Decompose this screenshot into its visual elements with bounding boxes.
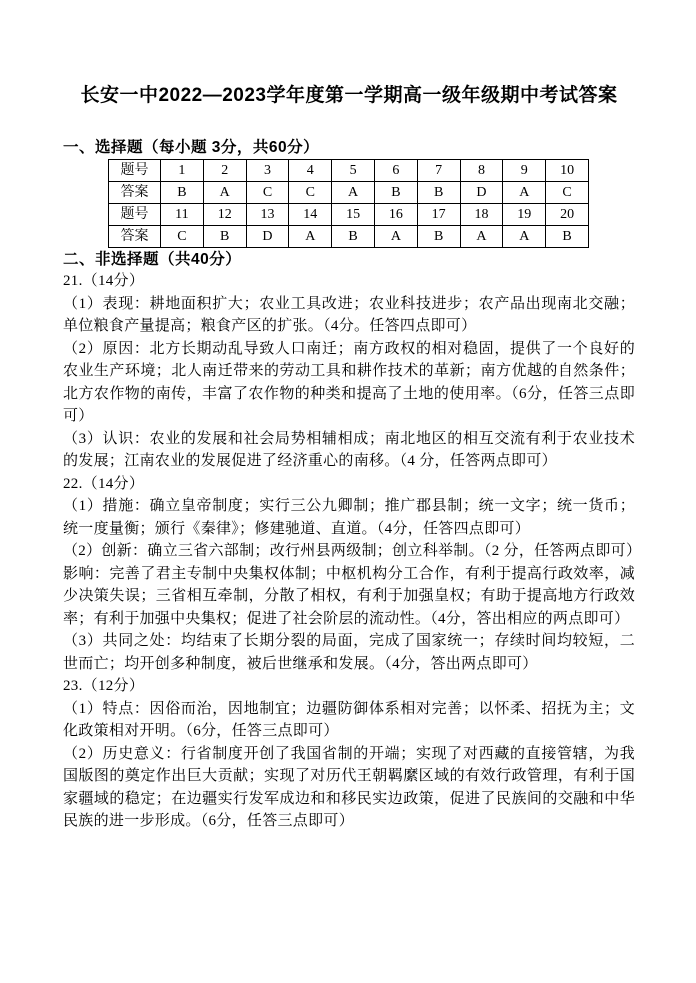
table-cell: 18 xyxy=(460,204,503,226)
row-header: 题号 xyxy=(109,160,161,182)
table-cell: C xyxy=(246,182,289,204)
table-cell: C xyxy=(161,226,204,248)
page-title: 长安一中2022—2023学年度第一学期高一级年级期中考试答案 xyxy=(80,85,618,106)
table-cell: 7 xyxy=(417,160,460,182)
row-header: 答案 xyxy=(109,226,161,248)
table-cell: B xyxy=(203,226,246,248)
table-cell: B xyxy=(161,182,204,204)
table-cell: A xyxy=(289,226,332,248)
essay-answers xyxy=(63,270,642,833)
table-cell: 3 xyxy=(246,160,289,182)
table-cell: 19 xyxy=(503,204,546,226)
table-cell: D xyxy=(246,226,289,248)
table-cell: A xyxy=(203,182,246,204)
answer-22-3: （3）共同之处：均结束了长期分裂的局面，完成了国家统一；存续时间均较短，二世而亡；均开创多种制度，被后世继承和发展。（4分，答出两点即可） xyxy=(63,633,635,672)
table-cell: B xyxy=(374,182,417,204)
answer-21-1: （1）表现：耕地面积扩大；农业工具改进；农业科技进步；农产品出现南北交融；单位粮食产量提高；粮食产区的扩张。（4分。任答四点即可） xyxy=(63,295,635,334)
table-cell: 10 xyxy=(546,160,589,182)
table-cell: B xyxy=(546,226,589,248)
table-cell: D xyxy=(460,182,503,204)
table-row-question-numbers-1 xyxy=(109,160,589,182)
row-header: 题号 xyxy=(109,204,161,226)
question-23-header: 23.（12分） xyxy=(63,678,145,694)
table-cell: A xyxy=(503,182,546,204)
table-cell: 5 xyxy=(332,160,375,182)
table-cell: 20 xyxy=(546,204,589,226)
answer-table xyxy=(108,159,589,248)
table-cell: 9 xyxy=(503,160,546,182)
row-header: 答案 xyxy=(109,182,161,204)
question-21-header: 21.（14分） xyxy=(63,273,145,289)
table-cell: 16 xyxy=(374,204,417,226)
table-cell: 14 xyxy=(289,204,332,226)
table-row-question-numbers-2 xyxy=(109,204,589,226)
table-cell: 13 xyxy=(246,204,289,226)
table-cell: 1 xyxy=(161,160,204,182)
table-cell: A xyxy=(332,182,375,204)
section1-heading: 一、选择题（每小题 3分，共60分） xyxy=(63,139,320,156)
answer-21-3: （3）认识：农业的发展和社会局势相辅相成；南北地区的相互交流有利于农业技术的发展；江南农业的发展促进了经济重心的南移。（4 分，任答两点即可） xyxy=(63,430,635,469)
table-cell: 11 xyxy=(161,204,204,226)
table-cell: 2 xyxy=(203,160,246,182)
table-cell: 12 xyxy=(203,204,246,226)
section2-heading: 二、非选择题（共40分） xyxy=(63,251,242,268)
table-row-answers-1 xyxy=(109,182,589,204)
table-cell: B xyxy=(417,182,460,204)
answer-21-2: （2）原因：北方长期动乱导致人口南迁；南方政权的相对稳固，提供了一个良好的农业生产环境；北人南迁带来的劳动工具和耕作技术的革新；南方优越的自然条件；北方农作物的南传，丰富了农作物的种类和提高了土地的使用率。（6分，任答三点即可） xyxy=(63,340,635,424)
table-row-answers-2 xyxy=(109,226,589,248)
table-cell: 17 xyxy=(417,204,460,226)
table-cell: 15 xyxy=(332,204,375,226)
table-cell: A xyxy=(374,226,417,248)
table-cell: A xyxy=(460,226,503,248)
table-cell: B xyxy=(417,226,460,248)
table-cell: 8 xyxy=(460,160,503,182)
answer-23-2: （2）历史意义：行省制度开创了我国省制的开端；实现了对西藏的直接管辖，为我国版图的奠定作出巨大贡献；实现了对历代王朝羁縻区域的有效行政管理，有利于国家疆域的稳定；在边疆实行发军成边和和移民实边政策，促进了民族间的交融和中华民族的进一步形成。（6分，任答三点即可） xyxy=(63,745,635,829)
answer-22-2-impact: 影响：完善了君主专制中央集权体制；中枢机构分工合作，有利于提高行政效率，减少决策失误；三省相互牵制，分散了相权，有利于加强皇权；有助于提高地方行政效率；有利于加强中央集权；促进了社会阶层的流动性。（4分，答出相应的两点即可） xyxy=(63,565,635,627)
answer-23-1: （1）特点：因俗而治，因地制宜；边疆防御体系相对完善；以怀柔、招抚为主；文化政策相对开明。（6分，任答三点即可） xyxy=(63,700,635,739)
table-cell: C xyxy=(289,182,332,204)
table-cell: A xyxy=(503,226,546,248)
table-cell: C xyxy=(546,182,589,204)
table-cell: 4 xyxy=(289,160,332,182)
question-22-header: 22.（14分） xyxy=(63,475,145,492)
table-cell: B xyxy=(332,226,375,248)
answer-22-2: （2）创新：确立三省六部制；改行州县两级制；创立科举制。（2 分，任答两点即可） xyxy=(63,543,642,559)
table-cell: 6 xyxy=(374,160,417,182)
answer-22-1: （1）措施：确立皇帝制度；实行三公九卿制；推广郡县制；统一文字；统一货币；统一度量衡；颁行《秦律》；修建驰道、直道。（4分，任答四点即可） xyxy=(63,498,635,537)
